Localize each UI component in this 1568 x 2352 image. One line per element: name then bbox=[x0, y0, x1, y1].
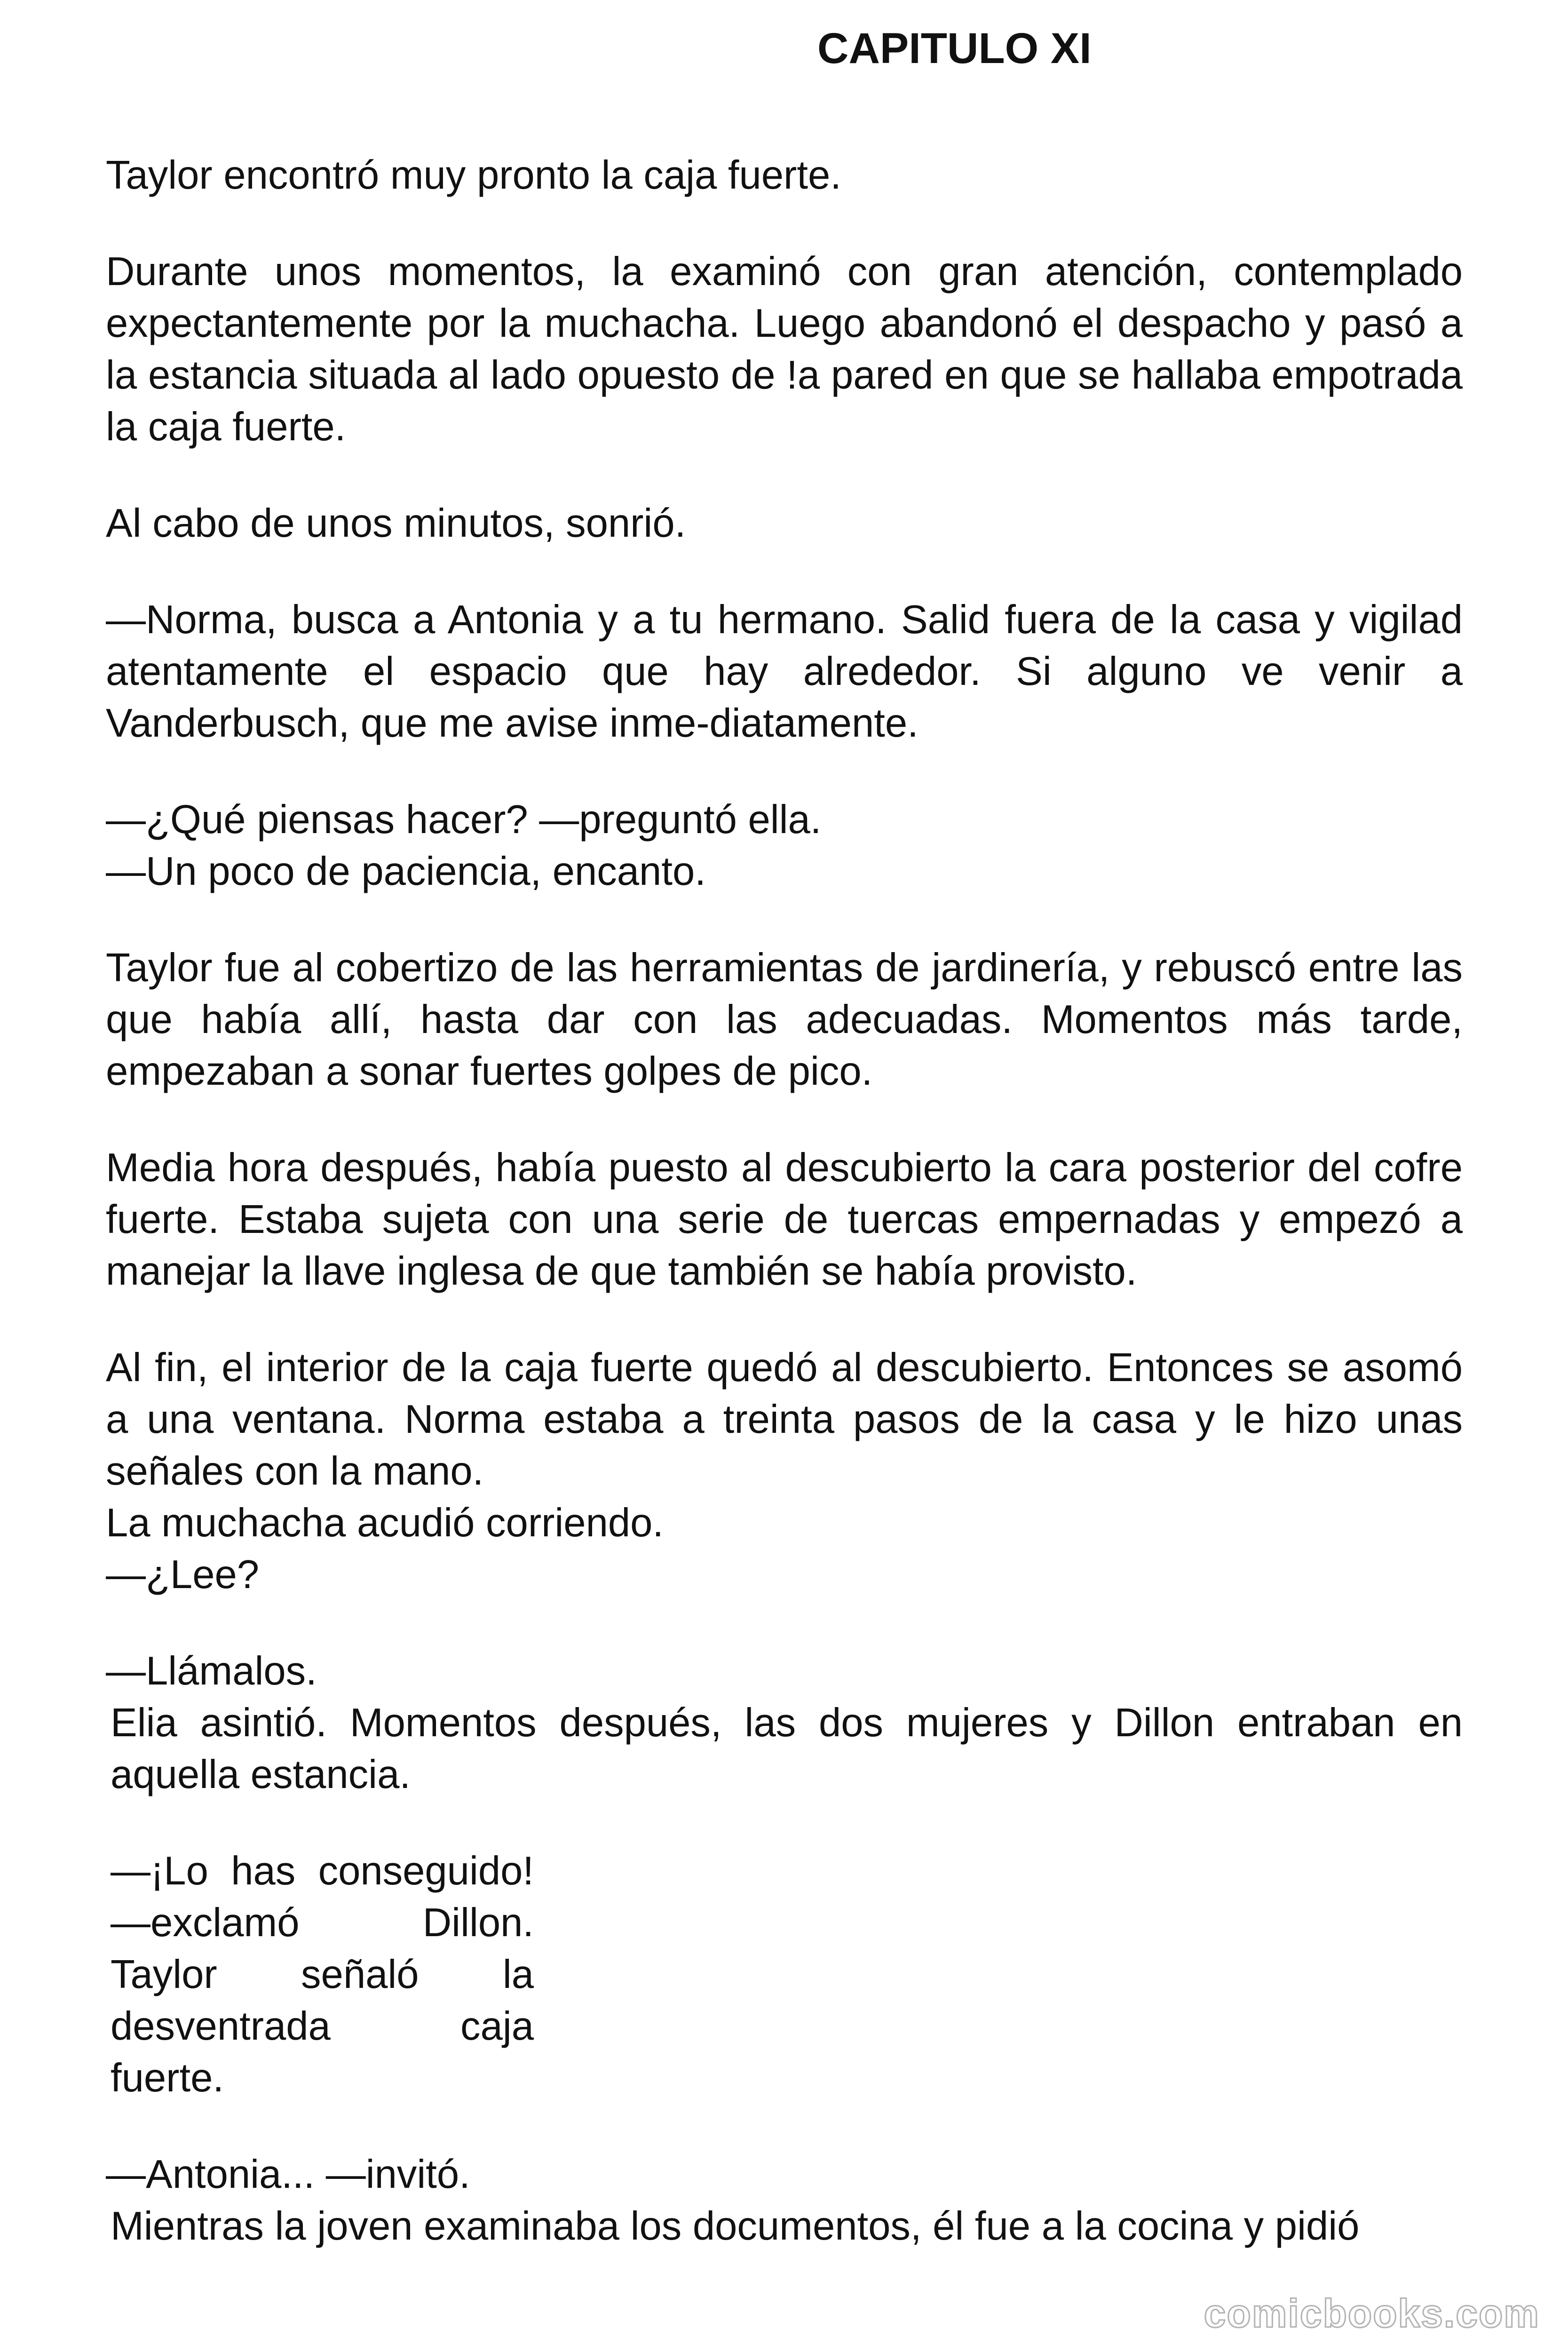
paragraph: —Un poco de paciencia, encanto. bbox=[106, 849, 706, 894]
paragraph: La muchacha acudió corriendo. bbox=[106, 1501, 664, 1545]
paragraph: Durante unos momentos, la examinó con gran atención, contemplado expectantemente por la muchacha. Luego abandonó el despacho y pasó a la estancia situada al lado opuesto de !a pared en que se hallaba empotrada la caja fuerte. bbox=[106, 249, 1463, 449]
paragraph: —Norma, busca a Antonia y a tu hermano. Salid fuera de la casa y vigilad atentamente el espacio que hay alrededor. Si alguno ve venir a Vanderbusch, que me avise inme-diatamente. bbox=[106, 597, 1463, 746]
chapter-title: CAPITULO XI bbox=[817, 24, 1092, 72]
paragraph: Mientras la joven examinaba los documentos, él fue a la cocina y pidió bbox=[111, 2204, 1360, 2249]
paragraph: —Antonia... —invitó. bbox=[106, 2152, 470, 2197]
watermark: comicbooks.com bbox=[1204, 2291, 1540, 2336]
paragraph: Taylor encontró muy pronto la caja fuerte. bbox=[106, 153, 841, 198]
paragraph: Al cabo de unos minutos, sonrió. bbox=[106, 501, 686, 546]
document-body bbox=[106, 150, 1463, 2252]
paragraph: Elia asintió. Momentos después, las dos mujeres y Dillon entraban en aquella estancia. bbox=[111, 1700, 1463, 1797]
paragraph: —Llámalos. bbox=[106, 1649, 317, 1693]
paragraph: Media hora después, había puesto al descubierto la cara posterior del cofre fuerte. Estaba sujeta con una serie de tuercas empernadas y empezó a manejar la llave inglesa de que también se había provisto. bbox=[106, 1145, 1463, 1294]
paragraph: —¿Qué piensas hacer? —preguntó ella. bbox=[106, 797, 822, 842]
paragraph: —¿Lee? bbox=[106, 1552, 260, 1597]
paragraph: Al fin, el interior de la caja fuerte quedó al descubierto. Entonces se asomó a una ventana. Norma estaba a treinta pasos de la casa y le hizo unas señales con la mano. bbox=[106, 1345, 1463, 1494]
paragraph: Taylor fue al cobertizo de las herramientas de jardinería, y rebuscó entre las que había allí, hasta dar con las adecuadas. Momentos más tarde, empezaban a sonar fuertes golpes de pico. bbox=[106, 946, 1463, 1094]
paragraph: —¡Lo has conseguido! —exclamó Dillon. Taylor señaló la desventrada caja fuerte. bbox=[111, 1849, 534, 2100]
